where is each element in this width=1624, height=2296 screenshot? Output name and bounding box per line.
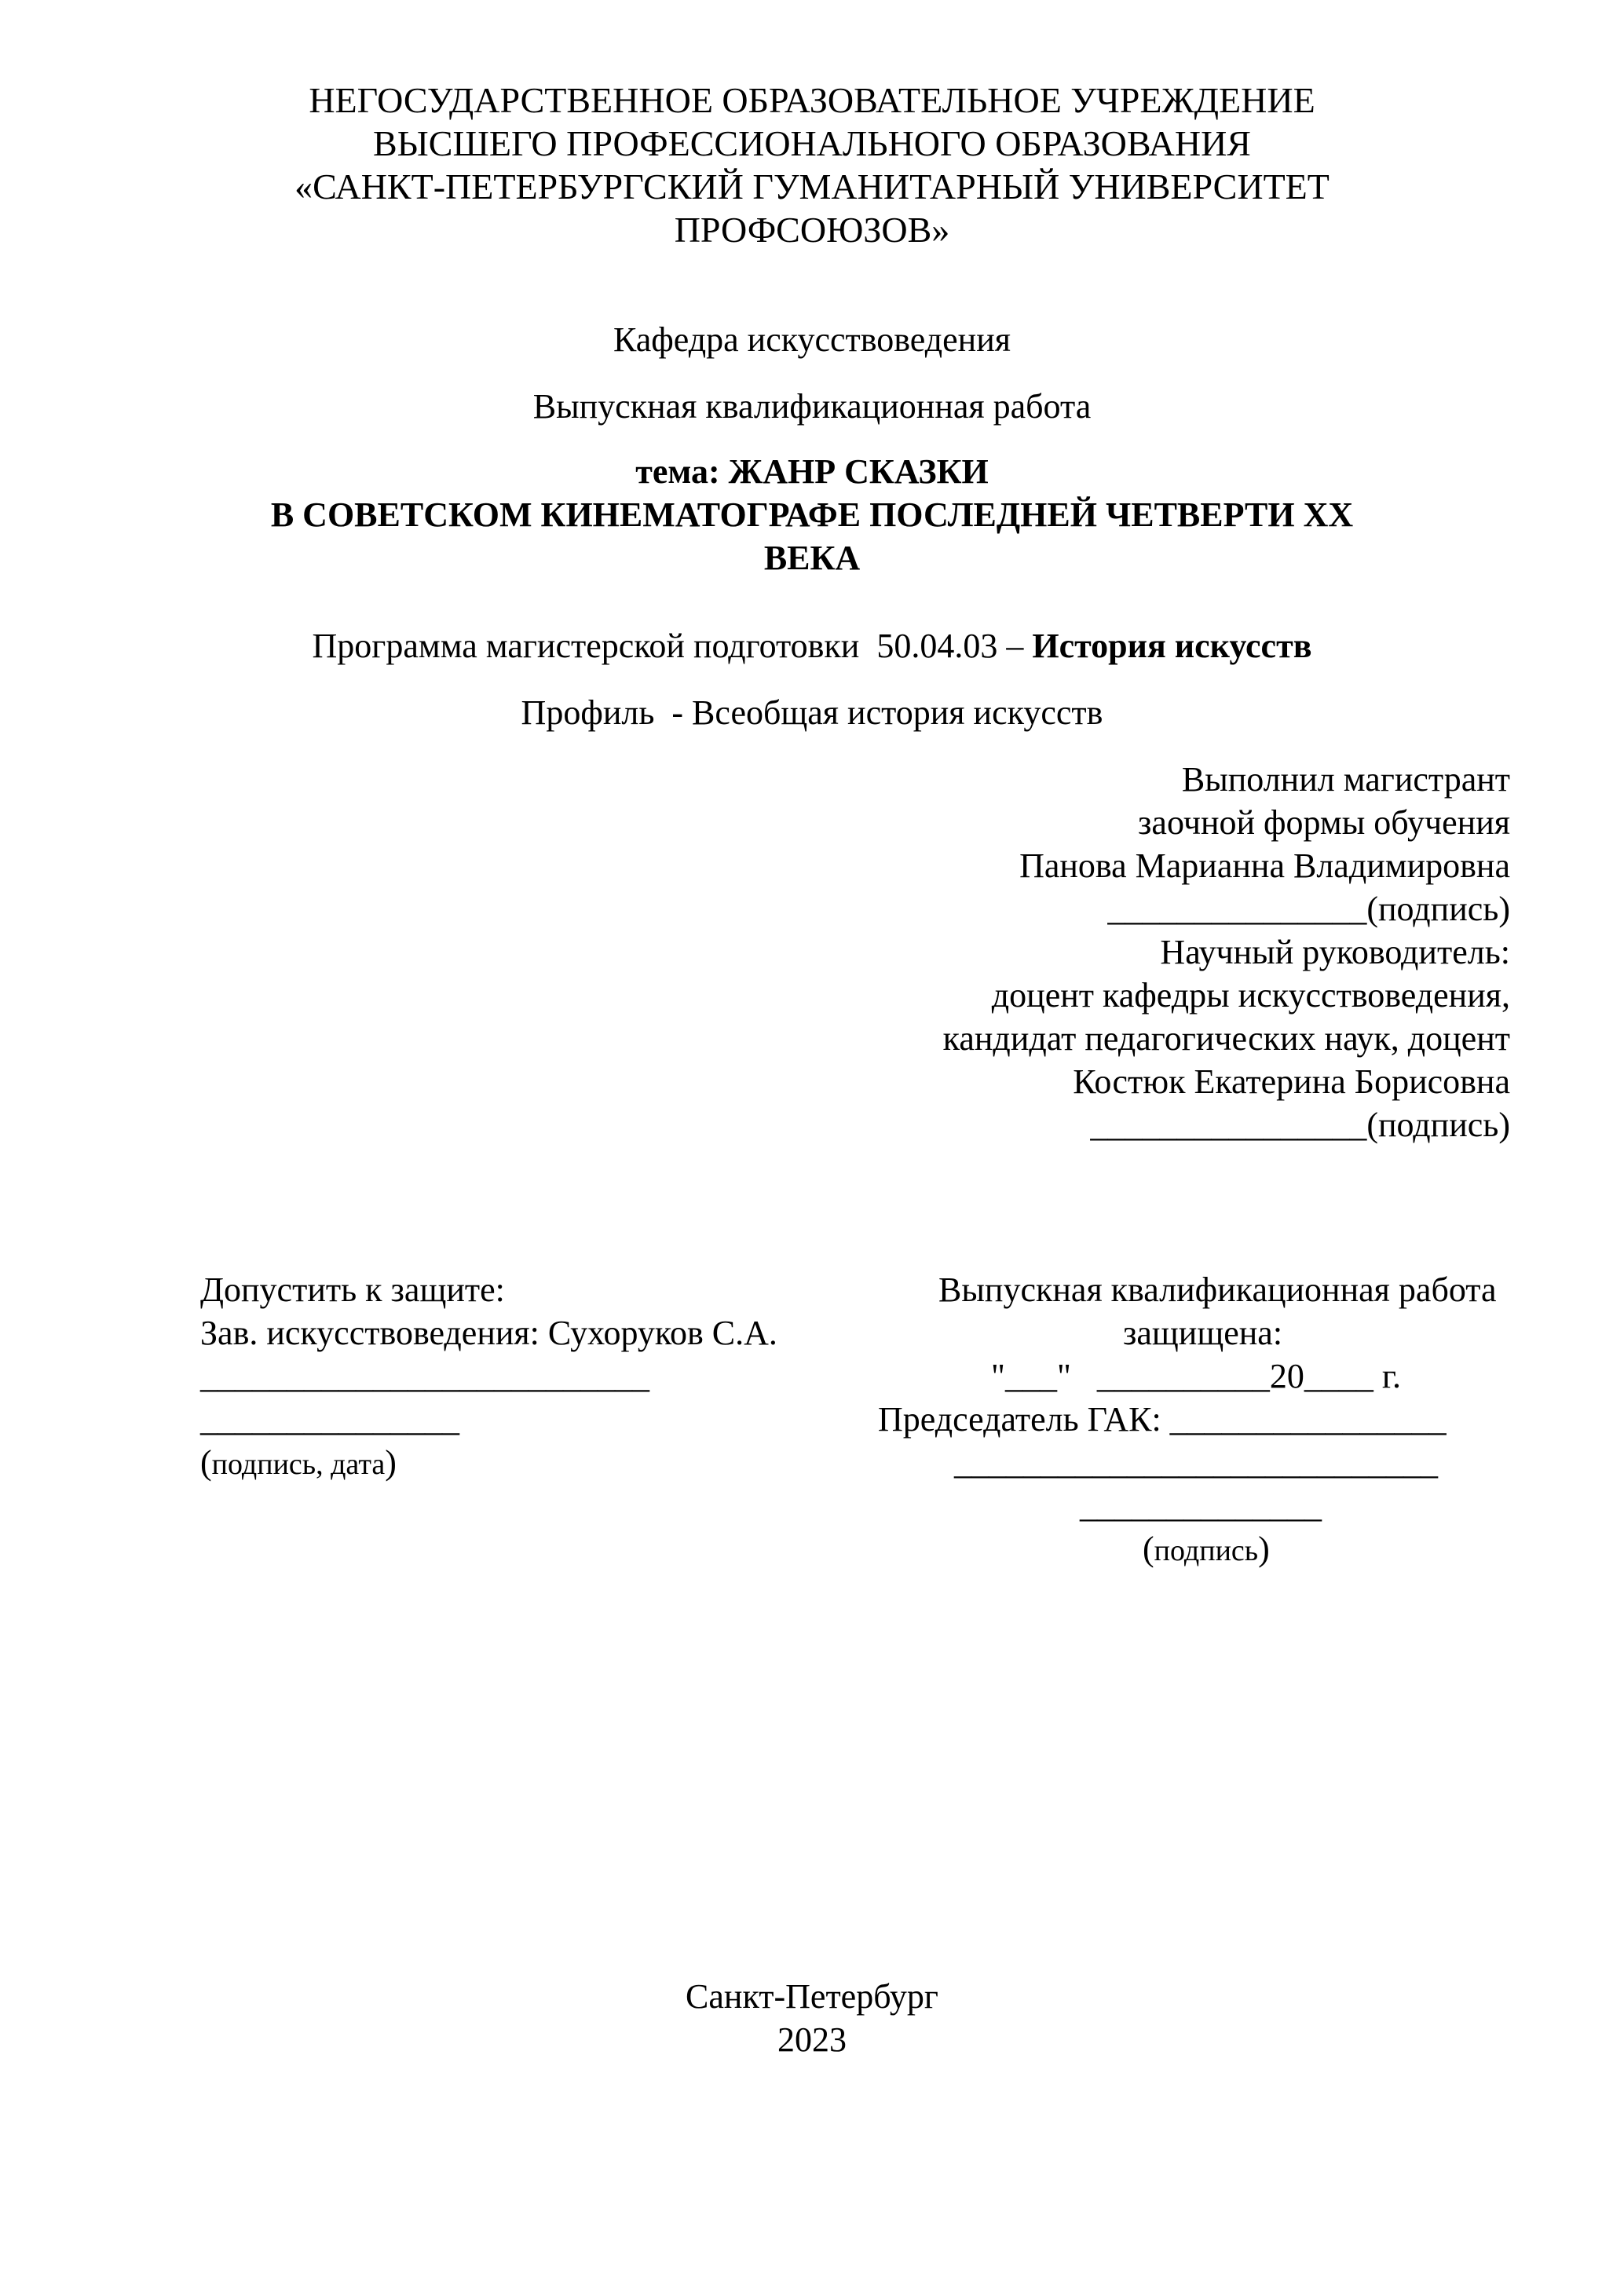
program [0, 624, 1624, 668]
topic-line-1: тема: ЖАНР СКАЗКИ [635, 452, 989, 491]
defense-line-1: Выпускная квалификационная работа [938, 1270, 1497, 1309]
year: 2023 [777, 2020, 847, 2059]
admit-signature-caption: (подпись, дата) [200, 1443, 397, 1482]
supervisor-label: Научный руководитель: [1160, 933, 1510, 971]
defense-line-2: защищена: [1123, 1314, 1283, 1352]
supervisor-signature: ________________(подпись) [1090, 1106, 1510, 1144]
topic-line-2: В СОВЕТСКОМ КИНЕМАТОГРАФЕ ПОСЛЕДНЕЙ ЧЕТВЕРТИ XX [270, 495, 1354, 534]
header-line-3: «САНКТ-ПЕТЕРБУРГСКИЙ ГУМАНИТАРНЫЙ УНИВЕРСИТЕТ [294, 166, 1330, 207]
supervisor-degree: кандидат педагогических наук, доцент [942, 1019, 1510, 1058]
admit-signature-line-2: _______________ [200, 1400, 459, 1439]
author-name: Панова Марианна Владимировна [1019, 846, 1510, 885]
header-line-2: ВЫСШЕГО ПРОФЕССИОНАЛЬНОГО ОБРАЗОВАНИЯ [373, 123, 1251, 163]
commission-chair-line: ____________________________ [954, 1443, 1438, 1482]
program-prefix: Программа магистерской подготовки 50.04.03 – [312, 627, 1033, 665]
head-of-department: Зав. искусствоведения: Сухоруков С.А. [200, 1314, 777, 1352]
author-line-2: заочной формы обучения [1138, 803, 1510, 842]
profile: Профиль - Всеобщая история искусств [521, 693, 1103, 732]
defense-date-line: "___" __________20____ г. [991, 1357, 1402, 1395]
supervisor-name: Костюк Екатерина Борисовна [1073, 1062, 1510, 1101]
admit-label: Допустить к защите: [200, 1270, 505, 1309]
author-line-1: Выполнил магистрант [1181, 760, 1510, 799]
commission-signature-line: ______________ [1080, 1486, 1322, 1525]
header-line-4: ПРОФСОЮЗОВ» [674, 210, 950, 250]
supervisor-position: доцент кафедры искусствоведения, [991, 976, 1510, 1015]
work-type: Выпускная квалификационная работа [532, 387, 1092, 426]
city: Санкт-Петербург [686, 1977, 938, 2016]
admit-signature-line-1: __________________________ [200, 1357, 649, 1395]
program-name: История искусств [1032, 627, 1312, 665]
topic-line-3: ВЕКА [763, 539, 861, 577]
commission-chair: Председатель ГАК: ________________ [878, 1400, 1447, 1439]
commission-signature-caption: (подпись) [1143, 1530, 1270, 1568]
header-line-1: НЕГОСУДАРСТВЕННОЕ ОБРАЗОВАТЕЛЬНОЕ УЧРЕЖДЕНИЕ [309, 80, 1315, 120]
department: Кафедра искусствоведения [613, 320, 1011, 359]
author-signature: _______________(подпись) [1107, 890, 1510, 928]
